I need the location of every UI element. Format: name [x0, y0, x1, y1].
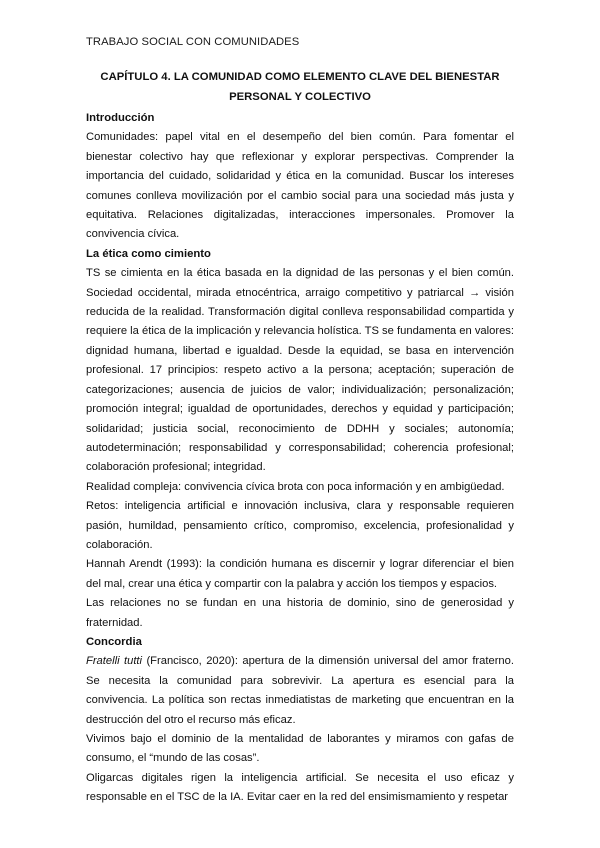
paragraph-introduccion-1: Comunidades: papel vital en el desempeño del bien común. Para fomentar el bienestar colectivo hay que reflexionar y explorar perspectivas. Comprender la importancia del cuidado, solidaridad y ética en la comunidad. Buscar los intereses comunes conlleva movilización por el cambio social para una sociedad más justa y equitativa. Relaciones digitalizadas, interacciones impersonales. Promover la convivencia cívica.: [86, 131, 514, 241]
running-header: TRABAJO SOCIAL CON COMUNIDADES: [86, 36, 300, 48]
chapter-title-line-2: PERSONAL Y COLECTIVO: [229, 91, 371, 103]
paragraph-etica-3: Retos: inteligencia artificial e innovación inclusiva, clara y responsable requieren pasión, humildad, pensamiento crítico, compromiso, excelencia, profesionalidad y colaboración.: [86, 500, 514, 551]
chapter-title: [86, 67, 514, 107]
paragraph-etica-5: Las relaciones no se fundan en una historia de dominio, sino de generosidad y fraternidad.: [86, 597, 514, 629]
page-body: [86, 67, 514, 808]
heading-concordia: Concordia: [86, 635, 142, 648]
paragraph-concordia-3: Oligarcas digitales rigen la inteligencia artificial. Se necesita el uso eficaz y responsable en el TSC de la IA. Evitar caer en la red del ensimismamiento y respetar: [86, 771, 514, 804]
chapter-title-line-1: CAPÍTULO 4. LA COMUNIDAD COMO ELEMENTO CLAVE DEL BIENESTAR: [100, 71, 500, 83]
heading-introduccion: Introducción: [86, 112, 155, 124]
heading-etica: La ética como cimiento: [86, 247, 211, 260]
paragraph-etica-4: Hannah Arendt (1993): la condición humana es discernir y lograr diferenciar el bien del mal, crear una ética y compartir con la palabra y acción los tiempos y espacios.: [86, 558, 514, 590]
paragraph-etica-1: TS se cimienta en la ética basada en la dignidad de las personas y el bien común. Sociedad occidental, mirada etnocéntrica, arraigo competitivo y patriarcal → visión reducida de la realidad. Transformación digital conlleva responsabilidad compartida y requiere la ética de la implicación y relevancia holística. TS se fundamenta en valores: dignidad humana, libertad e igualdad. Desde la equidad, se basa en intervención profesional. 17 principios: respeto activo a la persona; aceptación; superación de categorizaciones; ausencia de juicios de valor; individualización; personalización; promoción integral; igualdad de oportunidades, derechos y equidad y participación; solidaridad; justicia social, reconocimiento de DDHH y sociales; autonomía; autodeterminación; responsabilidad y corresponsabilidad; coherencia profesional; colaboración profesional; integridad.: [86, 267, 514, 474]
book-title-fratelli-tutti: Fratelli tutti: [86, 655, 143, 668]
paragraph-concordia-1: [86, 652, 514, 730]
paragraph-concordia-2: Vivimos bajo el dominio de la mentalidad de laborantes y miramos con gafas de consumo, el “mundo de las cosas”.: [86, 733, 514, 765]
paragraph-etica-2: Realidad compleja: convivencia cívica brota con poca información y en ambigüedad.: [86, 480, 505, 493]
paragraph-concordia-1-text: (Francisco, 2020): apertura de la dimensión universal del amor fraterno. Se necesita la comunidad para sobrevivir. La apertura es esencial para la convivencia. La política son rectas inmediatistas de marketing que encuentran en la destrucción del otro el recurso más eficaz.: [86, 655, 514, 726]
